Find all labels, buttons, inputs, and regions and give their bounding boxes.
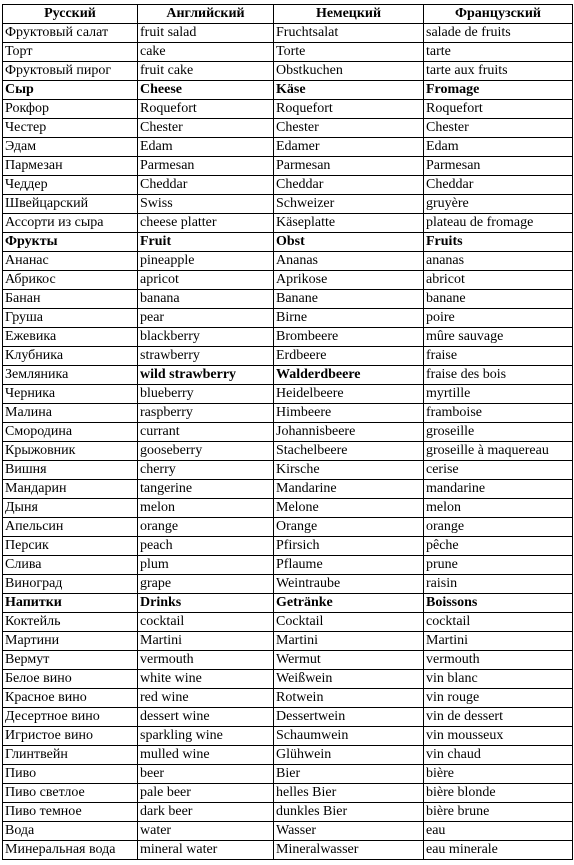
cell-german: Parmesan — [274, 157, 424, 176]
cell-french: vin rouge — [424, 689, 573, 708]
column-header-french: Французский — [424, 5, 573, 24]
table-row — [3, 138, 573, 157]
table-row — [3, 24, 573, 43]
cell-russian: Фруктовый пирог — [3, 62, 138, 81]
table-row — [3, 385, 573, 404]
cell-german: Fruchtsalat — [274, 24, 424, 43]
cell-russian: Ананас — [3, 252, 138, 271]
cell-english: fruit cake — [138, 62, 274, 81]
cell-german: Cocktail — [274, 613, 424, 632]
cell-german: Erdbeere — [274, 347, 424, 366]
table-row — [3, 214, 573, 233]
cell-french: abricot — [424, 271, 573, 290]
cell-french: prune — [424, 556, 573, 575]
section-header-row — [3, 233, 573, 252]
cell-english: white wine — [138, 670, 274, 689]
cell-russian: Эдам — [3, 138, 138, 157]
cell-french: raisin — [424, 575, 573, 594]
cell-french: mûre sauvage — [424, 328, 573, 347]
cell-german: Roquefort — [274, 100, 424, 119]
cell-french: framboise — [424, 404, 573, 423]
cell-french: Edam — [424, 138, 573, 157]
cell-russian: Черника — [3, 385, 138, 404]
cell-russian: Слива — [3, 556, 138, 575]
cell-english: pale beer — [138, 784, 274, 803]
cell-german: Pfirsich — [274, 537, 424, 556]
table-row — [3, 727, 573, 746]
cell-russian: Ассорти из сыра — [3, 214, 138, 233]
cell-german: dunkles Bier — [274, 803, 424, 822]
cell-english: mulled wine — [138, 746, 274, 765]
cell-russian: Честер — [3, 119, 138, 138]
table-row — [3, 309, 573, 328]
header-row — [3, 5, 573, 24]
cell-russian: Мандарин — [3, 480, 138, 499]
cell-french: salade de fruits — [424, 24, 573, 43]
cell-german: Schaumwein — [274, 727, 424, 746]
cell-french: banane — [424, 290, 573, 309]
table-row — [3, 803, 573, 822]
table-row — [3, 518, 573, 537]
cell-english: gooseberry — [138, 442, 274, 461]
table-row — [3, 575, 573, 594]
cell-english: Fruit — [138, 233, 274, 252]
column-header-english: Английский — [138, 5, 274, 24]
cell-german: Himbeere — [274, 404, 424, 423]
table-row — [3, 100, 573, 119]
cell-german: Dessertwein — [274, 708, 424, 727]
table-row — [3, 689, 573, 708]
cell-russian: Персик — [3, 537, 138, 556]
cell-english: cheese platter — [138, 214, 274, 233]
cell-russian: Груша — [3, 309, 138, 328]
section-header-row — [3, 594, 573, 613]
cell-english: cake — [138, 43, 274, 62]
column-header-russian: Русский — [3, 5, 138, 24]
cell-russian: Рокфор — [3, 100, 138, 119]
cell-english: blueberry — [138, 385, 274, 404]
cell-english: Parmesan — [138, 157, 274, 176]
table-row — [3, 43, 573, 62]
cell-russian: Пиво светлое — [3, 784, 138, 803]
cell-english: Martini — [138, 632, 274, 651]
cell-german: Mandarine — [274, 480, 424, 499]
cell-english: Edam — [138, 138, 274, 157]
cell-french: poire — [424, 309, 573, 328]
cell-french: pêche — [424, 537, 573, 556]
cell-french: orange — [424, 518, 573, 537]
table-row — [3, 252, 573, 271]
cell-german: Walderdbeere — [274, 366, 424, 385]
table-row — [3, 556, 573, 575]
cell-german: Pflaume — [274, 556, 424, 575]
cell-russian: Швейцарский — [3, 195, 138, 214]
cell-russian: Вишня — [3, 461, 138, 480]
cell-german: Melone — [274, 499, 424, 518]
cell-english: Chester — [138, 119, 274, 138]
cell-russian: Смородина — [3, 423, 138, 442]
cell-english: cocktail — [138, 613, 274, 632]
cell-french: Martini — [424, 632, 573, 651]
cell-english: cherry — [138, 461, 274, 480]
cell-english: orange — [138, 518, 274, 537]
cell-german: Brombeere — [274, 328, 424, 347]
cell-german: Weißwein — [274, 670, 424, 689]
table-row — [3, 746, 573, 765]
cell-english: Cheese — [138, 81, 274, 100]
cell-english: melon — [138, 499, 274, 518]
cell-english: pear — [138, 309, 274, 328]
cell-english: Roquefort — [138, 100, 274, 119]
cell-french: mandarine — [424, 480, 573, 499]
vocabulary-table — [2, 4, 573, 860]
cell-russian: Красное вино — [3, 689, 138, 708]
cell-french: cerise — [424, 461, 573, 480]
table-row — [3, 461, 573, 480]
table-row — [3, 708, 573, 727]
cell-russian: Чеддер — [3, 176, 138, 195]
cell-german: Banane — [274, 290, 424, 309]
cell-german: Martini — [274, 632, 424, 651]
cell-english: dessert wine — [138, 708, 274, 727]
cell-russian: Торт — [3, 43, 138, 62]
cell-german: Rotwein — [274, 689, 424, 708]
cell-english: Drinks — [138, 594, 274, 613]
cell-german: Aprikose — [274, 271, 424, 290]
table-row — [3, 176, 573, 195]
cell-english: fruit salad — [138, 24, 274, 43]
cell-french: myrtille — [424, 385, 573, 404]
cell-english: Cheddar — [138, 176, 274, 195]
cell-german: Käse — [274, 81, 424, 100]
cell-german: Wasser — [274, 822, 424, 841]
table-row — [3, 822, 573, 841]
cell-german: Getränke — [274, 594, 424, 613]
cell-german: Orange — [274, 518, 424, 537]
cell-german: Johannisbeere — [274, 423, 424, 442]
cell-english: raspberry — [138, 404, 274, 423]
cell-french: gruyère — [424, 195, 573, 214]
table-row — [3, 157, 573, 176]
cell-french: Roquefort — [424, 100, 573, 119]
cell-english: vermouth — [138, 651, 274, 670]
cell-french: Fromage — [424, 81, 573, 100]
table-row — [3, 670, 573, 689]
table-row — [3, 271, 573, 290]
column-header-german: Немецкий — [274, 5, 424, 24]
table-row — [3, 613, 573, 632]
cell-german: Stachelbeere — [274, 442, 424, 461]
cell-russian: Земляника — [3, 366, 138, 385]
cell-french: melon — [424, 499, 573, 518]
table-row — [3, 423, 573, 442]
table-row — [3, 632, 573, 651]
cell-english: beer — [138, 765, 274, 784]
cell-russian: Белое вино — [3, 670, 138, 689]
table-row — [3, 442, 573, 461]
cell-english: strawberry — [138, 347, 274, 366]
cell-german: Edamer — [274, 138, 424, 157]
cell-english: blackberry — [138, 328, 274, 347]
section-header-row — [3, 81, 573, 100]
cell-french: tarte aux fruits — [424, 62, 573, 81]
cell-russian: Десертное вино — [3, 708, 138, 727]
table-row — [3, 328, 573, 347]
table-row — [3, 404, 573, 423]
cell-french: Fruits — [424, 233, 573, 252]
cell-russian: Пармезан — [3, 157, 138, 176]
cell-german: Ananas — [274, 252, 424, 271]
table-body — [3, 24, 573, 860]
cell-german: Birne — [274, 309, 424, 328]
cell-german: Glühwein — [274, 746, 424, 765]
cell-german: Wermut — [274, 651, 424, 670]
cell-russian: Ежевика — [3, 328, 138, 347]
cell-german: Bier — [274, 765, 424, 784]
cell-german: Obst — [274, 233, 424, 252]
cell-german: Heidelbeere — [274, 385, 424, 404]
cell-french: bière brune — [424, 803, 573, 822]
cell-french: tarte — [424, 43, 573, 62]
table-row — [3, 651, 573, 670]
cell-russian: Вермут — [3, 651, 138, 670]
cell-russian: Банан — [3, 290, 138, 309]
cell-english: dark beer — [138, 803, 274, 822]
cell-russian: Пиво — [3, 765, 138, 784]
table-header — [3, 5, 573, 24]
cell-russian: Крыжовник — [3, 442, 138, 461]
cell-russian: Глинтвейн — [3, 746, 138, 765]
cell-russian: Пиво темное — [3, 803, 138, 822]
table-row — [3, 366, 573, 385]
cell-english: tangerine — [138, 480, 274, 499]
cell-english: peach — [138, 537, 274, 556]
cell-russian: Виноград — [3, 575, 138, 594]
cell-german: Käseplatte — [274, 214, 424, 233]
cell-english: pineapple — [138, 252, 274, 271]
cell-english: plum — [138, 556, 274, 575]
table-row — [3, 784, 573, 803]
cell-russian: Клубника — [3, 347, 138, 366]
cell-german: Weintraube — [274, 575, 424, 594]
cell-french: plateau de fromage — [424, 214, 573, 233]
cell-german: Cheddar — [274, 176, 424, 195]
cell-english: mineral water — [138, 841, 274, 860]
cell-english: currant — [138, 423, 274, 442]
cell-french: Parmesan — [424, 157, 573, 176]
cell-french: fraise — [424, 347, 573, 366]
cell-russian: Вода — [3, 822, 138, 841]
cell-russian: Апельсин — [3, 518, 138, 537]
cell-english: wild strawberry — [138, 366, 274, 385]
cell-french: Chester — [424, 119, 573, 138]
cell-french: groseille — [424, 423, 573, 442]
cell-french: vin blanc — [424, 670, 573, 689]
table-row — [3, 480, 573, 499]
cell-german: Torte — [274, 43, 424, 62]
cell-russian: Мартини — [3, 632, 138, 651]
cell-french: vin de dessert — [424, 708, 573, 727]
table-row — [3, 195, 573, 214]
cell-russian: Малина — [3, 404, 138, 423]
table-row — [3, 119, 573, 138]
cell-english: Swiss — [138, 195, 274, 214]
table-row — [3, 841, 573, 860]
cell-russian: Игристое вино — [3, 727, 138, 746]
cell-german: Mineralwasser — [274, 841, 424, 860]
table-row — [3, 62, 573, 81]
cell-german: Chester — [274, 119, 424, 138]
cell-french: groseille à maquereau — [424, 442, 573, 461]
cell-french: eau minerale — [424, 841, 573, 860]
table-row — [3, 290, 573, 309]
table-row — [3, 499, 573, 518]
cell-french: bière blonde — [424, 784, 573, 803]
cell-russian: Дыня — [3, 499, 138, 518]
cell-french: vermouth — [424, 651, 573, 670]
cell-russian: Сыр — [3, 81, 138, 100]
cell-french: eau — [424, 822, 573, 841]
cell-german: Obstkuchen — [274, 62, 424, 81]
cell-russian: Напитки — [3, 594, 138, 613]
cell-french: Cheddar — [424, 176, 573, 195]
cell-french: ananas — [424, 252, 573, 271]
table-row — [3, 347, 573, 366]
cell-russian: Коктейль — [3, 613, 138, 632]
cell-german: Schweizer — [274, 195, 424, 214]
cell-english: apricot — [138, 271, 274, 290]
cell-french: cocktail — [424, 613, 573, 632]
cell-english: red wine — [138, 689, 274, 708]
cell-english: water — [138, 822, 274, 841]
cell-russian: Минеральная вода — [3, 841, 138, 860]
cell-french: Boissons — [424, 594, 573, 613]
cell-russian: Фруктовый салат — [3, 24, 138, 43]
cell-french: vin mousseux — [424, 727, 573, 746]
cell-german: helles Bier — [274, 784, 424, 803]
cell-english: grape — [138, 575, 274, 594]
cell-russian: Абрикос — [3, 271, 138, 290]
cell-french: vin chaud — [424, 746, 573, 765]
cell-english: sparkling wine — [138, 727, 274, 746]
cell-french: bière — [424, 765, 573, 784]
cell-russian: Фрукты — [3, 233, 138, 252]
table-row — [3, 537, 573, 556]
cell-french: fraise des bois — [424, 366, 573, 385]
cell-german: Kirsche — [274, 461, 424, 480]
cell-english: banana — [138, 290, 274, 309]
table-row — [3, 765, 573, 784]
